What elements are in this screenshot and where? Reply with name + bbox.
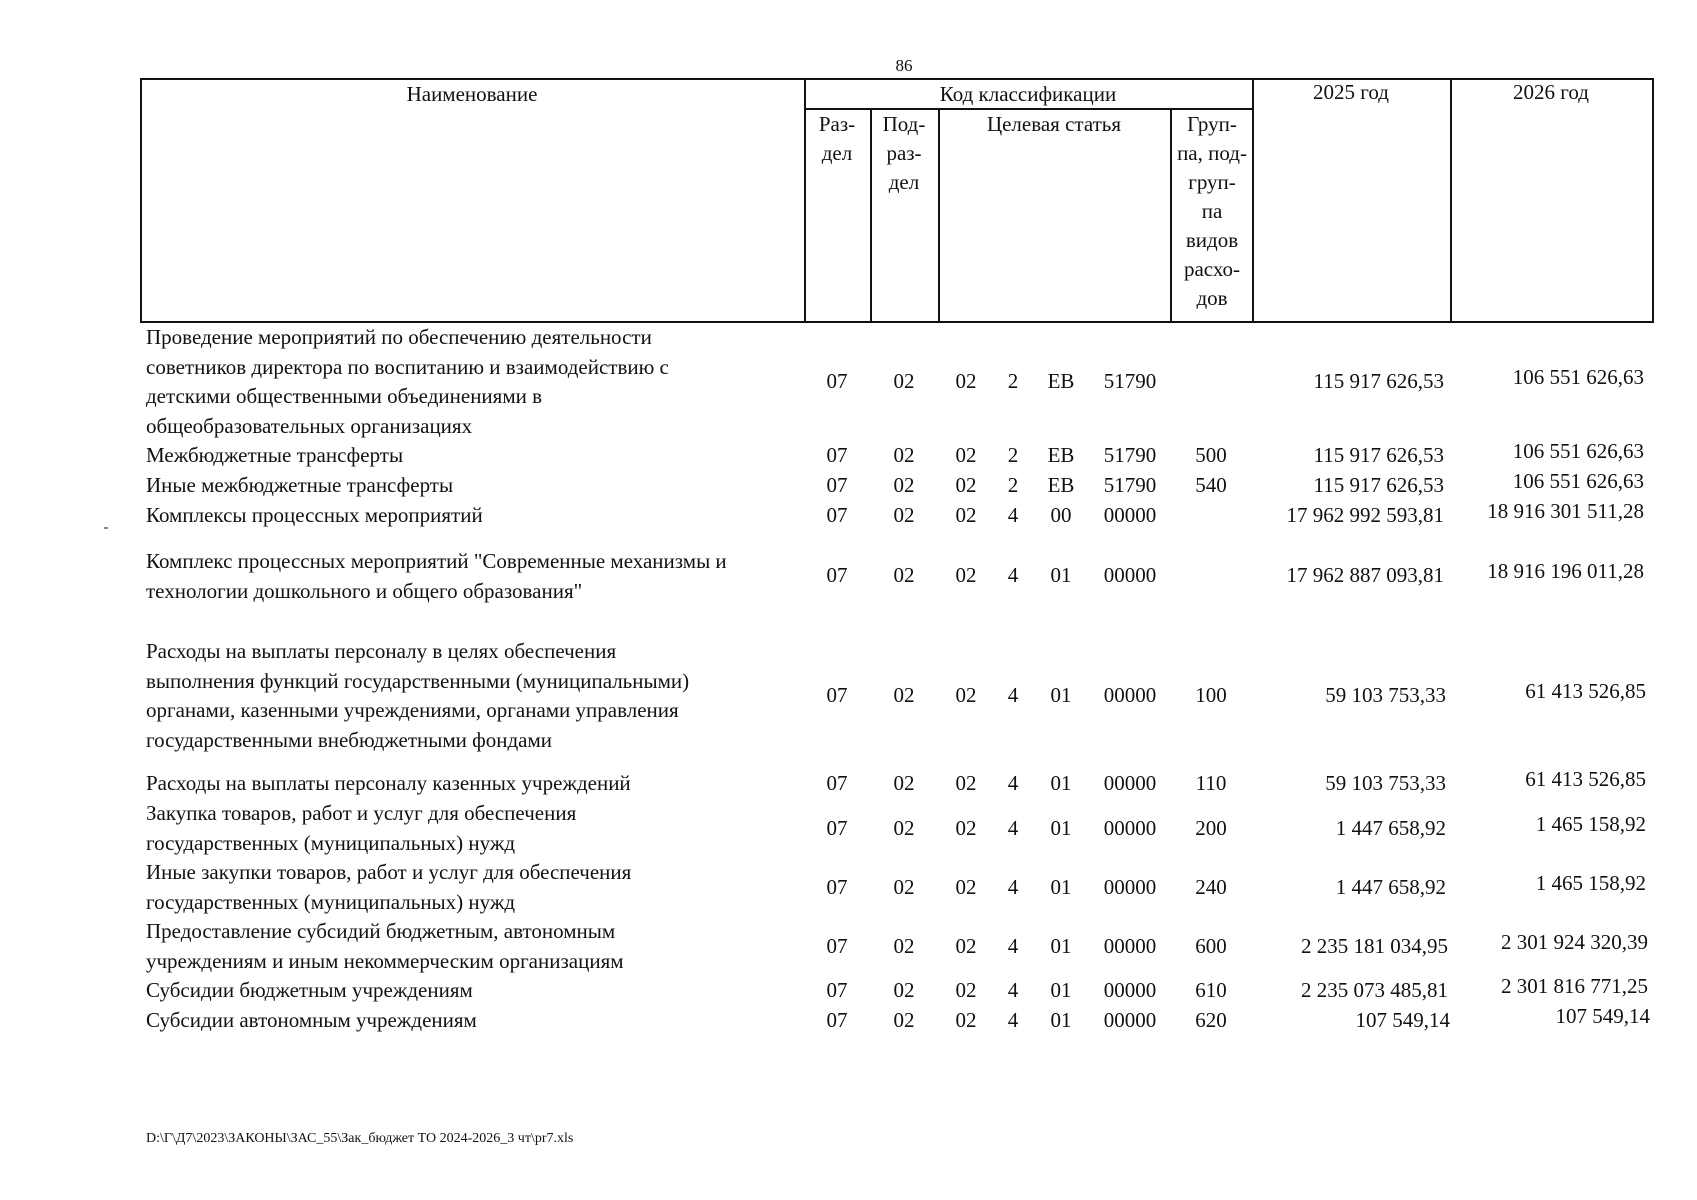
row-podrazdel: 02 <box>893 503 915 527</box>
row-razdel: 07 <box>826 369 848 393</box>
row-name <box>146 501 806 531</box>
row-name-line: Закупка товаров, работ и услуг для обеспечения <box>146 801 577 825</box>
row-cs4: 00000 <box>1103 771 1157 795</box>
row-razdel: 07 <box>826 563 848 587</box>
row-2025: 59 103 753,33 <box>1325 771 1446 795</box>
row-cs3: 01 <box>1050 875 1072 899</box>
row-name-line: Субсидии автономным учреждениям <box>146 1008 477 1032</box>
row-razdel: 07 <box>826 771 848 795</box>
row-2025: 1 447 658,92 <box>1335 875 1446 899</box>
row-name-line: советников директора по воспитанию и взаимодействию с <box>146 354 669 379</box>
row-name-line: государственных (муниципальных) нужд <box>146 889 516 914</box>
row-podrazdel: 02 <box>893 1008 915 1032</box>
header-code: Код классификации <box>939 82 1117 106</box>
row-cs2: 4 <box>1007 683 1019 707</box>
row-name <box>146 917 806 976</box>
row-name-line: государственных (муниципальных) нужд <box>146 830 516 855</box>
row-cs2: 4 <box>1007 875 1019 899</box>
row-cs3: 01 <box>1050 978 1072 1002</box>
row-2025: 1 447 658,92 <box>1335 816 1446 840</box>
row-vr: 600 <box>1195 934 1227 958</box>
row-vr: 200 <box>1195 816 1227 840</box>
row-2026: 107 549,14 <box>1555 1004 1650 1028</box>
row-razdel: 07 <box>826 934 848 958</box>
row-cs1: 02 <box>955 978 977 1002</box>
row-cs4: 00000 <box>1103 816 1157 840</box>
header-gruppa-line: Груп- <box>1187 112 1237 136</box>
row-2026: 106 551 626,63 <box>1512 469 1644 493</box>
header-podrazdel-line: дел <box>888 170 920 194</box>
row-cs2: 4 <box>1007 816 1019 840</box>
row-name-line: Расходы на выплаты персоналу казенных учреждений <box>146 771 631 795</box>
row-2026: 1 465 158,92 <box>1535 812 1646 836</box>
row-name-line: Иные межбюджетные трансферты <box>146 473 454 497</box>
row-cs2: 4 <box>1007 1008 1019 1032</box>
row-name <box>146 858 806 917</box>
page-number-text: 86 <box>895 56 913 75</box>
row-name <box>146 323 806 441</box>
row-razdel: 07 <box>826 816 848 840</box>
row-cs1: 02 <box>955 1008 977 1032</box>
row-cs1: 02 <box>955 771 977 795</box>
header-year-2026: 2026 год <box>1513 80 1589 104</box>
row-name-line: детскими общественными объединениями в <box>146 384 543 408</box>
row-name-line: Расходы на выплаты персоналу в целях обеспечения <box>146 639 617 663</box>
row-cs1: 02 <box>955 473 977 497</box>
row-cs3: ЕВ <box>1047 473 1075 497</box>
row-name <box>146 441 806 471</box>
row-name-line: органами, казенными учреждениями, органами управления <box>146 698 679 722</box>
row-2026: 61 413 526,85 <box>1525 767 1646 791</box>
row-name <box>146 769 806 799</box>
row-2026: 106 551 626,63 <box>1512 439 1644 463</box>
row-name-line: учреждениям и иным некоммерческим организациям <box>146 948 624 973</box>
header-year-2025: 2025 год <box>1313 80 1389 104</box>
row-cs2: 2 <box>1007 369 1019 393</box>
row-cs2: 4 <box>1007 503 1019 527</box>
row-cs1: 02 <box>955 369 977 393</box>
row-cs4: 51790 <box>1103 443 1157 467</box>
row-razdel: 07 <box>826 443 848 467</box>
row-cs3: 01 <box>1050 934 1072 958</box>
row-2025: 17 962 887 093,81 <box>1286 563 1444 587</box>
row-name-line: Субсидии бюджетным учреждениям <box>146 978 473 1002</box>
row-podrazdel: 02 <box>893 563 915 587</box>
row-cs4: 00000 <box>1103 934 1157 958</box>
row-2025: 17 962 992 593,81 <box>1286 503 1444 527</box>
row-razdel: 07 <box>826 875 848 899</box>
row-name-line: выполнения функций государственными (муниципальными) <box>146 668 690 693</box>
row-cs2: 4 <box>1007 978 1019 1002</box>
row-name-line: Проведение мероприятий по обеспечению деятельности <box>146 325 652 349</box>
header-razdel-line: Раз- <box>818 112 856 136</box>
row-cs3: 01 <box>1050 1008 1072 1032</box>
row-2025: 107 549,14 <box>1355 1008 1450 1032</box>
header-gruppa-line: па, под- <box>1177 141 1247 165</box>
row-name-line: Комплексы процессных мероприятий <box>146 503 483 527</box>
row-cs4: 00000 <box>1103 503 1157 527</box>
row-vr: 500 <box>1195 443 1227 467</box>
row-razdel: 07 <box>826 503 848 527</box>
row-cs4: 00000 <box>1103 978 1157 1002</box>
row-razdel: 07 <box>826 473 848 497</box>
row-name-line: Предоставление субсидий бюджетным, автономным <box>146 919 616 943</box>
row-name <box>146 547 816 606</box>
row-2026: 1 465 158,92 <box>1535 871 1646 895</box>
row-cs1: 02 <box>955 503 977 527</box>
row-vr: 100 <box>1195 683 1227 707</box>
row-name-line: технологии дошкольного и общего образования" <box>146 578 583 603</box>
row-2025: 115 917 626,53 <box>1313 443 1444 467</box>
row-cs3: ЕВ <box>1047 369 1075 393</box>
row-cs1: 02 <box>955 683 977 707</box>
row-cs1: 02 <box>955 875 977 899</box>
row-vr: 110 <box>1195 771 1227 795</box>
row-cs4: 00000 <box>1103 1008 1157 1032</box>
row-2025: 2 235 181 034,95 <box>1301 934 1448 958</box>
row-cs4: 00000 <box>1103 683 1157 707</box>
header-celevaya: Целевая статья <box>986 112 1122 136</box>
row-name <box>146 637 806 755</box>
row-cs4: 51790 <box>1103 369 1157 393</box>
header-gruppa-line: па <box>1201 199 1223 223</box>
row-cs3: ЕВ <box>1047 443 1075 467</box>
row-razdel: 07 <box>826 978 848 1002</box>
row-podrazdel: 02 <box>893 443 915 467</box>
header-gruppa-line: дов <box>1196 286 1228 310</box>
row-cs1: 02 <box>955 563 977 587</box>
row-cs1: 02 <box>955 934 977 958</box>
file-path-footer: D:\Г\Д7\2023\ЗАКОНЫ\ЗАС_55\Зак_бюджет ТО 2024-2026_3 чт\pr7.xls <box>146 1131 574 1146</box>
row-podrazdel: 02 <box>893 875 915 899</box>
row-cs4: 00000 <box>1103 563 1157 587</box>
row-cs2: 4 <box>1007 934 1019 958</box>
row-2026: 2 301 924 320,39 <box>1501 930 1648 954</box>
header-podrazdel-line: раз- <box>886 141 922 165</box>
row-razdel: 07 <box>826 1008 848 1032</box>
row-name <box>146 1006 806 1036</box>
row-name <box>146 976 806 1006</box>
header-podrazdel-line: Под- <box>882 112 926 136</box>
row-name-line: Комплекс процессных мероприятий "Современные механизмы и <box>146 549 727 573</box>
row-cs3: 01 <box>1050 816 1072 840</box>
row-cs3: 01 <box>1050 563 1072 587</box>
row-cs3: 01 <box>1050 771 1072 795</box>
row-razdel: 07 <box>826 683 848 707</box>
row-vr: 610 <box>1195 978 1227 1002</box>
row-vr: 620 <box>1195 1008 1227 1032</box>
row-vr: 540 <box>1195 473 1227 497</box>
header-gruppa-line: расхо- <box>1183 257 1241 281</box>
row-2025: 115 917 626,53 <box>1313 369 1444 393</box>
row-2026: 18 916 196 011,28 <box>1487 559 1644 583</box>
row-cs4: 51790 <box>1103 473 1157 497</box>
header-gruppa-line: груп- <box>1188 170 1236 194</box>
row-cs1: 02 <box>955 816 977 840</box>
row-podrazdel: 02 <box>893 771 915 795</box>
row-cs2: 4 <box>1007 771 1019 795</box>
row-cs2: 2 <box>1007 443 1019 467</box>
row-2026: 18 916 301 511,28 <box>1487 499 1644 523</box>
row-name-line: общеобразовательных организациях <box>146 413 473 438</box>
row-name <box>146 471 806 501</box>
row-cs1: 02 <box>955 443 977 467</box>
row-cs3: 00 <box>1050 503 1072 527</box>
header-razdel-line: дел <box>821 141 853 165</box>
row-2026: 106 551 626,63 <box>1512 365 1644 389</box>
header-gruppa-line: видов <box>1185 228 1239 252</box>
row-podrazdel: 02 <box>893 473 915 497</box>
row-cs4: 00000 <box>1103 875 1157 899</box>
row-2026: 61 413 526,85 <box>1525 679 1646 703</box>
row-cs2: 2 <box>1007 473 1019 497</box>
row-podrazdel: 02 <box>893 934 915 958</box>
row-podrazdel: 02 <box>893 978 915 1002</box>
row-vr: 240 <box>1195 875 1227 899</box>
row-podrazdel: 02 <box>893 683 915 707</box>
row-2025: 115 917 626,53 <box>1313 473 1444 497</box>
row-podrazdel: 02 <box>893 816 915 840</box>
header-name: Наименование <box>406 82 538 106</box>
row-name-line: Иные закупки товаров, работ и услуг для обеспечения <box>146 860 632 884</box>
row-2026: 2 301 816 771,25 <box>1501 974 1648 998</box>
row-2025: 2 235 073 485,81 <box>1301 978 1448 1002</box>
row-name-line: государственными внебюджетными фондами <box>146 727 553 752</box>
row-podrazdel: 02 <box>893 369 915 393</box>
row-cs2: 4 <box>1007 563 1019 587</box>
row-2025: 59 103 753,33 <box>1325 683 1446 707</box>
row-name <box>146 799 806 858</box>
row-cs3: 01 <box>1050 683 1072 707</box>
row-name-line: Межбюджетные трансферты <box>146 443 404 467</box>
